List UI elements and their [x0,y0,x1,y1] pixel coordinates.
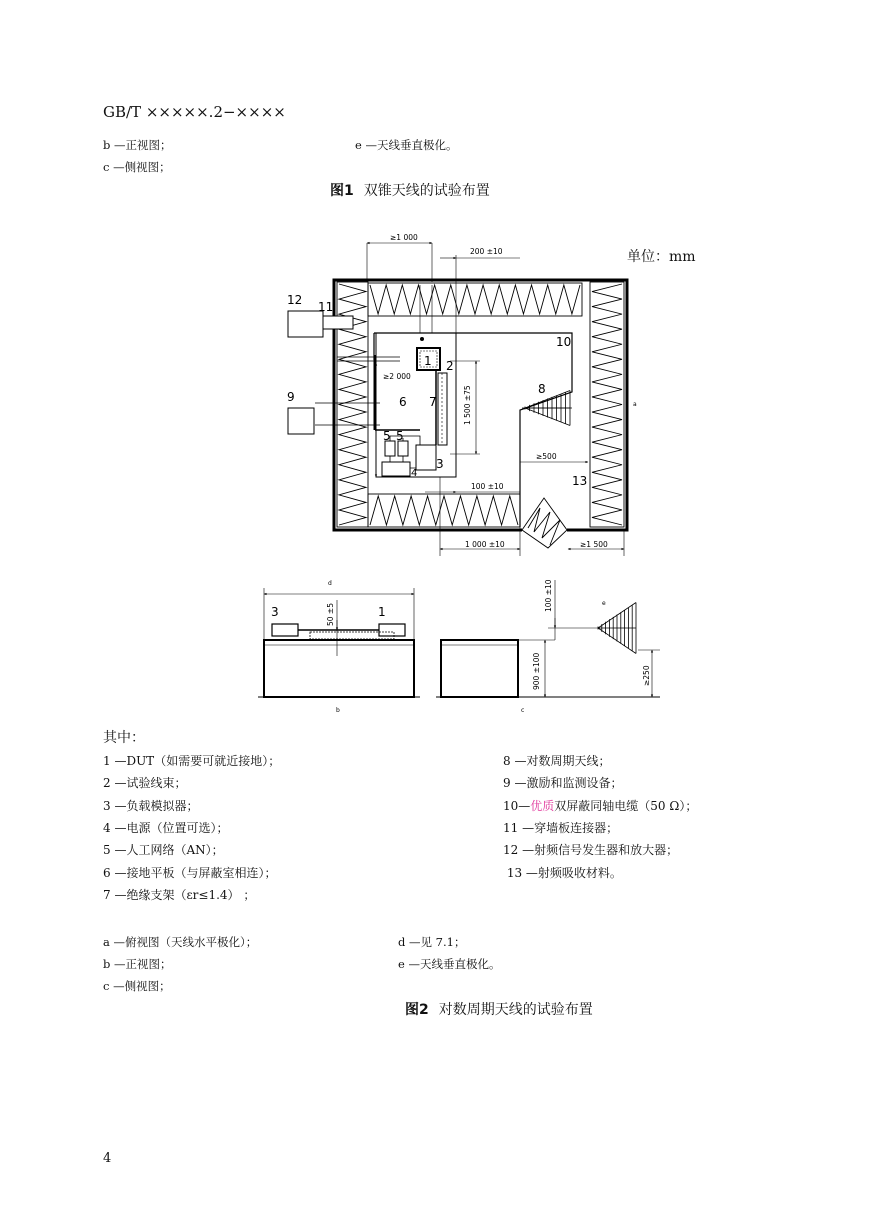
dim-label-1000-b: 1 000 ±10 [465,540,505,549]
ref-e: e [602,600,606,607]
ref-d: d [328,580,332,587]
callout-7: 7 [429,395,437,409]
dim-label-1000: ≥1 000 [390,233,418,242]
dim-label-500: ≥500 [536,452,557,461]
callout-4: 4 [411,468,418,479]
legend-item-10-highlight: 优质 [530,799,555,813]
fig1-caption-text: 双锥天线的试验布置 [363,183,490,199]
legend-item-12: 12 —射频信号发生器和放大器； [503,843,679,857]
dim-label-100: 100 ±10 [471,482,504,491]
door-absorber [522,498,567,548]
insulating-support [438,373,447,445]
absorber-bottom [368,494,520,527]
load-simulator-front [272,624,298,636]
artificial-network-1 [385,441,395,456]
callout-5a: 5 [383,429,391,443]
legend-item-13: 13 —射频吸收材料。 [503,866,622,880]
legend-item-5: 5 —人工网络（AN）； [103,843,224,857]
callout-1: 1 [424,354,432,368]
callout-8: 8 [538,382,546,396]
front-callout-3: 3 [271,605,279,619]
unit-label: 单位：mm [627,249,696,265]
bulkhead-connector-box [323,316,353,329]
fig1-note-c: c —侧视图； [103,160,171,174]
legend-item-1: 1 —DUT（如需要可就近接地）； [103,754,281,768]
fig2-note-d: d —见 7.1； [398,935,466,949]
rf-generator-box [288,311,323,337]
fig1-note-b: b —正视图； [103,138,172,152]
doc-header-code: GB/T ×××××.2−×××× [103,103,286,121]
fig2-caption [405,999,593,1019]
legend-item-8: 8 —对数周期天线； [503,754,611,768]
dim-label-50: 50 ±5 [326,603,335,626]
fig2-caption-number: 图2 [405,1002,429,1018]
dim-label-1500: 1 500 ±75 [463,385,472,425]
dim-label-900: 900 ±100 [532,652,541,690]
legend-item-4: 4 —电源（位置可选）； [103,821,229,835]
load-simulator-box [416,445,436,470]
legend-item-10 [503,797,697,814]
callout-12: 12 [287,293,303,307]
fig1-note-e: e —天线垂直极化。 [355,138,458,152]
callout-9: 9 [287,390,295,404]
fig2-note-e: e —天线垂直极化。 [398,957,501,971]
artificial-network-2 [398,441,408,456]
dim-label-200: 200 ±10 [470,247,503,256]
legend-item-7: 7 —绝缘支架（εr≤1.4） ； [103,888,256,902]
callout-2: 2 [446,359,454,373]
dim-label-2000: ≥2 000 [383,372,411,381]
fig2-note-a: a —俯视图（天线水平极化）； [103,935,258,949]
page-number: 4 [103,1151,112,1166]
power-supply-box [382,462,410,476]
callout-10: 10 [556,335,572,349]
callout-6: 6 [399,395,407,409]
dim-label-1500-b: ≥1 500 [580,540,608,549]
fig2-note-c: c —侧视图； [103,979,171,993]
dim-label-250: ≥250 [642,665,651,686]
fig2-note-b: b —正视图； [103,957,172,971]
legend-item-10-text: 双屏蔽同轴电缆（50 Ω）； [554,799,698,813]
legend-item-6: 6 —接地平板（与屏蔽室相连）； [103,866,277,880]
shielded-room-walls [334,280,627,530]
legend-item-3: 3 —负载模拟器； [103,799,199,813]
ref-c: c [521,707,525,714]
callout-11: 11 [318,300,334,314]
front-callout-1: 1 [378,605,386,619]
legend-title: 其中： [103,730,145,746]
ref-b: b [336,707,340,714]
absorber-right [590,282,624,527]
callout-3: 3 [436,457,444,471]
legend-item-11: 11 —穿墙板连接器； [503,821,619,835]
legend-item-10-prefix: 10— [503,799,531,813]
front-view [258,588,420,697]
logperiodic-antenna-top [522,391,572,426]
dut-front [379,624,405,636]
absorber-top [368,283,582,316]
legend-item-9: 9 —激励和监测设备； [503,776,623,790]
monitor-equipment-box [288,408,314,434]
callout-5b: 5 [396,429,404,443]
legend-item-2: 2 —试验线束； [103,776,187,790]
ref-a: a [633,401,637,408]
dim-label-100-vertical: 100 ±10 [544,579,553,612]
fig1-caption-number: 图1 [330,183,354,199]
callout-13: 13 [572,474,588,488]
fig2-caption-text: 对数周期天线的试验布置 [438,1002,593,1018]
